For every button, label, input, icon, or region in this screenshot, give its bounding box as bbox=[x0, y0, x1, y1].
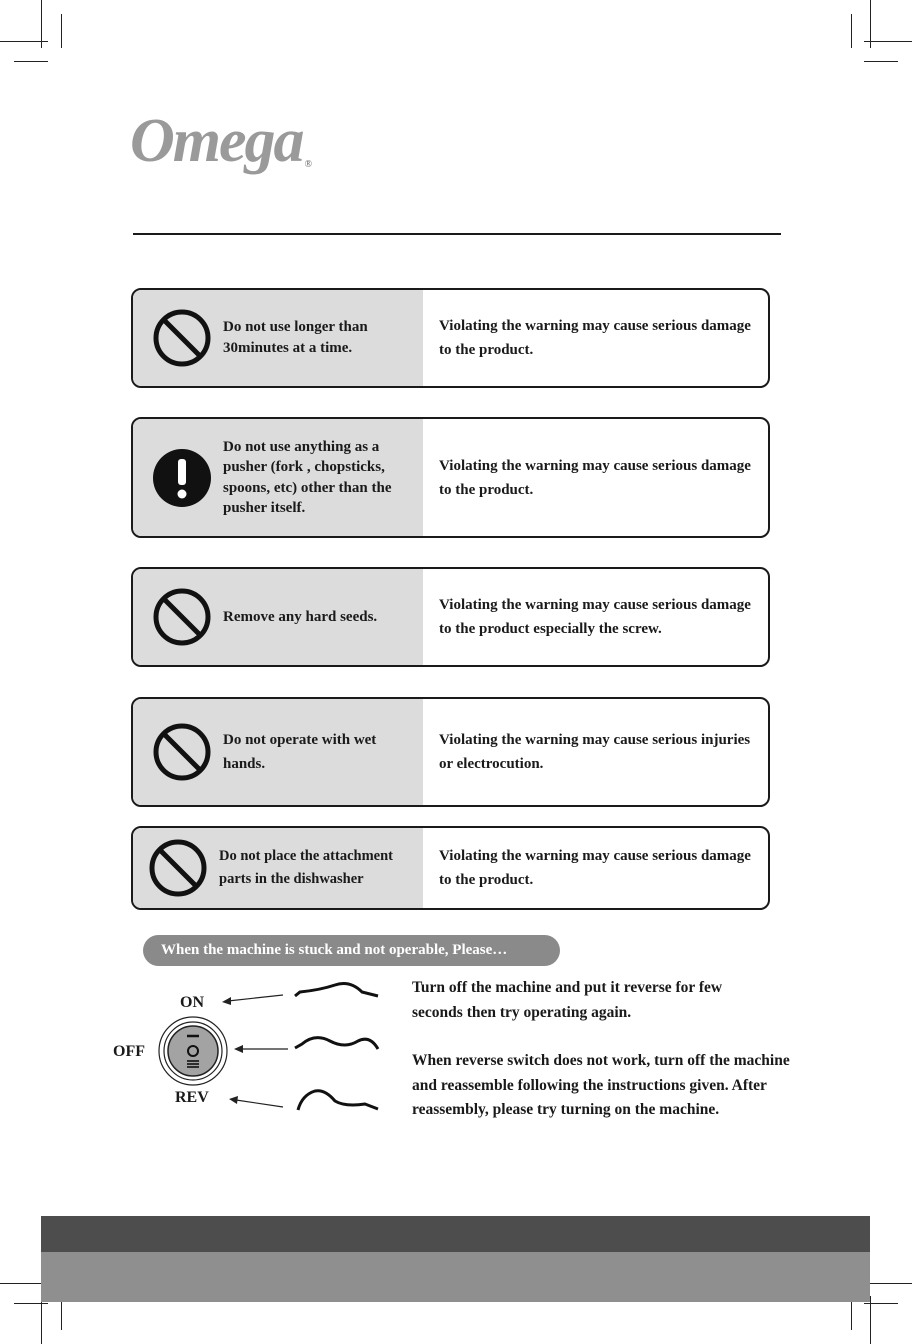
warning-left-panel bbox=[133, 699, 423, 805]
crop-mark bbox=[61, 14, 62, 48]
rocker-profile-rev-icon bbox=[298, 1091, 378, 1110]
arrow-icon bbox=[222, 995, 283, 1005]
warning-instruction: Remove any hard seeds. bbox=[223, 608, 378, 625]
warning-box bbox=[131, 288, 770, 388]
rocker-profile-on-icon bbox=[295, 984, 378, 996]
warning-box bbox=[131, 567, 770, 667]
warning-box bbox=[131, 826, 770, 910]
arrow-icon bbox=[229, 1096, 283, 1107]
warning-left-panel bbox=[133, 828, 423, 908]
header-rule bbox=[133, 233, 781, 235]
omega-logo: Omega ® bbox=[130, 107, 311, 175]
stuck-instruction-1: Turn off the machine and put it reverse for few seconds then try operating again. bbox=[412, 979, 723, 1021]
stuck-banner: When the machine is stuck and not operable, Please… bbox=[143, 935, 560, 966]
stuck-instruction-2: When reverse switch does not work, turn off the machine and reassemble following the instructions given. After reassembly, please try turning on the machine. bbox=[412, 1052, 790, 1118]
switch-icon bbox=[159, 1017, 227, 1085]
rev-label: REV bbox=[175, 1089, 209, 1106]
warning-left-panel bbox=[133, 569, 423, 665]
switch-diagram bbox=[150, 975, 390, 1120]
warning-instruction: Do not place the attachment parts in the dishwasher bbox=[219, 848, 393, 887]
footer-band-light bbox=[41, 1252, 870, 1302]
warning-instruction: Do not operate with wet hands. bbox=[223, 732, 377, 772]
warning-instruction: Do not use longer than 30minutes at a time. bbox=[223, 319, 368, 356]
crop-mark bbox=[864, 41, 912, 42]
crop-mark bbox=[864, 61, 898, 62]
on-label: ON bbox=[180, 994, 204, 1011]
prohibited-icon bbox=[147, 837, 209, 899]
prohibited-icon bbox=[151, 721, 213, 783]
warning-box bbox=[131, 417, 770, 538]
warning-box bbox=[131, 697, 770, 807]
prohibited-icon bbox=[151, 586, 213, 648]
crop-mark bbox=[0, 41, 48, 42]
exclamation-icon bbox=[151, 447, 213, 509]
warning-left-panel bbox=[133, 290, 423, 386]
crop-mark bbox=[14, 1303, 48, 1304]
warning-consequence: Violating the warning may cause serious damage to the product. bbox=[439, 848, 751, 888]
warning-consequence: Violating the warning may cause serious injuries or electrocution. bbox=[439, 732, 751, 772]
warning-left-panel bbox=[133, 419, 423, 536]
warning-consequence: Violating the warning may cause serious damage to the product. bbox=[439, 318, 751, 358]
footer-band-dark bbox=[41, 1216, 870, 1252]
crop-mark bbox=[851, 14, 852, 48]
rocker-profile-off-icon bbox=[295, 1038, 378, 1049]
prohibited-icon bbox=[151, 307, 213, 369]
crop-mark bbox=[864, 1283, 912, 1284]
warning-consequence: Violating the warning may cause serious damage to the product especially the screw. bbox=[439, 597, 751, 637]
crop-mark bbox=[14, 61, 48, 62]
warning-consequence: Violating the warning may cause serious damage to the product. bbox=[439, 457, 751, 498]
off-label: OFF bbox=[113, 1043, 145, 1060]
crop-mark bbox=[864, 1303, 898, 1304]
warning-instruction: Do not use anything as a pusher (fork , chopsticks, spoons, etc) other than the pusher itself. bbox=[223, 438, 392, 516]
arrow-icon bbox=[234, 1045, 288, 1053]
